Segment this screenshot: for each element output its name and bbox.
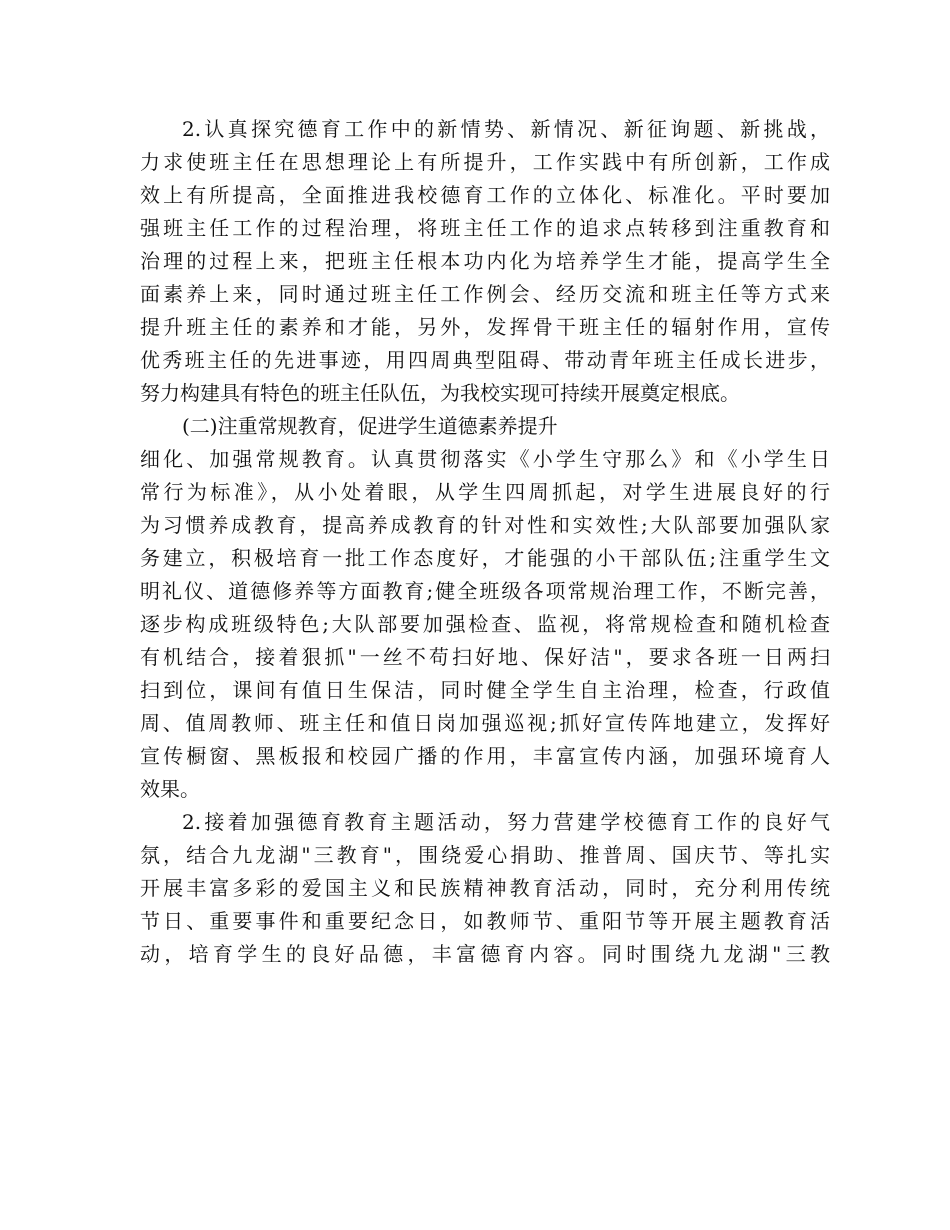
text-line: 有机结合，接着狠抓"一丝不苟扫好地、保好洁"，要求各班一日两扫 (140, 645, 830, 669)
text-line: 务建立，积极培育一批工作态度好，才能强的小干部队伍;注重学生文 (140, 546, 830, 570)
text-line: 氛，结合九龙湖"三教育"，围绕爱心捐助、推普周、国庆节、等扎实 (140, 843, 830, 867)
text-line: 动，培育学生的良好品德，丰富德育内容。同时围绕九龙湖"三教 (140, 942, 830, 966)
text-line: 开展丰富多彩的爱国主义和民族精神教育活动，同时，充分利用传统 (140, 876, 830, 900)
section-heading-text: (二)注重常规教育，促进学生道德素养提升 (182, 414, 558, 438)
text-line: 常行为标准》，从小处着眼，从学生四周抓起，对学生进展良好的行 (140, 480, 830, 504)
text-line: 强班主任工作的过程治理，将班主任工作的追求点转移到注重教育和 (140, 216, 830, 240)
text-line: 逐步构成班级特色;大队部要加强检查、监视，将常规检查和随机检查 (140, 612, 830, 636)
document-body (140, 113, 830, 971)
text-line: 力求使班主任在思想理论上有所提升，工作实践中有所创新，工作成 (140, 150, 830, 174)
text-line: 为习惯养成教育，提高养成教育的针对性和实效性;大队部要加强队家 (140, 513, 830, 537)
text-line: 周、值周教师、班主任和值日岗加强巡视;抓好宣传阵地建立，发挥好 (140, 711, 830, 735)
text-line: 细化、加强常规教育。认真贯彻落实《小学生守那么》和《小学生日 (140, 447, 830, 471)
paragraph-2 (140, 443, 830, 806)
paragraph-3 (140, 806, 830, 971)
text-line: 努力构建具有特色的班主任队伍，为我校实现可持续开展奠定根底。 (140, 381, 740, 405)
text-line: 宣传橱窗、黑板报和校园广播的作用，丰富宣传内涵，加强环境育人 (140, 744, 830, 768)
text-line: 面素养上来，同时通过班主任工作例会、经历交流和班主任等方式来 (140, 282, 830, 306)
text-line: 2.认真探究德育工作中的新情势、新情况、新征询题、新挑战， (182, 117, 830, 141)
text-line: 效上有所提高，全面推进我校德育工作的立体化、标准化。平时要加 (140, 183, 830, 207)
text-line: 治理的过程上来，把班主任根本功内化为培养学生才能，提高学生全 (140, 249, 830, 273)
text-line: 明礼仪、道德修养等方面教育;健全班级各项常规治理工作，不断完善， (140, 579, 830, 603)
text-line: 效果。 (140, 777, 200, 801)
text-line: 提升班主任的素养和才能，另外，发挥骨干班主任的辐射作用，宣传 (140, 315, 830, 339)
text-line: 节日、重要事件和重要纪念日，如教师节、重阳节等开展主题教育活 (140, 909, 830, 933)
text-line: 2.接着加强德育教育主题活动，努力营建学校德育工作的良好气 (182, 810, 830, 834)
paragraph-1 (140, 113, 830, 410)
section-heading (140, 410, 830, 443)
text-line: 扫到位，课间有值日生保洁，同时健全学生自主治理，检查，行政值 (140, 678, 830, 702)
text-line: 优秀班主任的先进事迹，用四周典型阻碍、带动青年班主任成长进步， (140, 348, 830, 372)
